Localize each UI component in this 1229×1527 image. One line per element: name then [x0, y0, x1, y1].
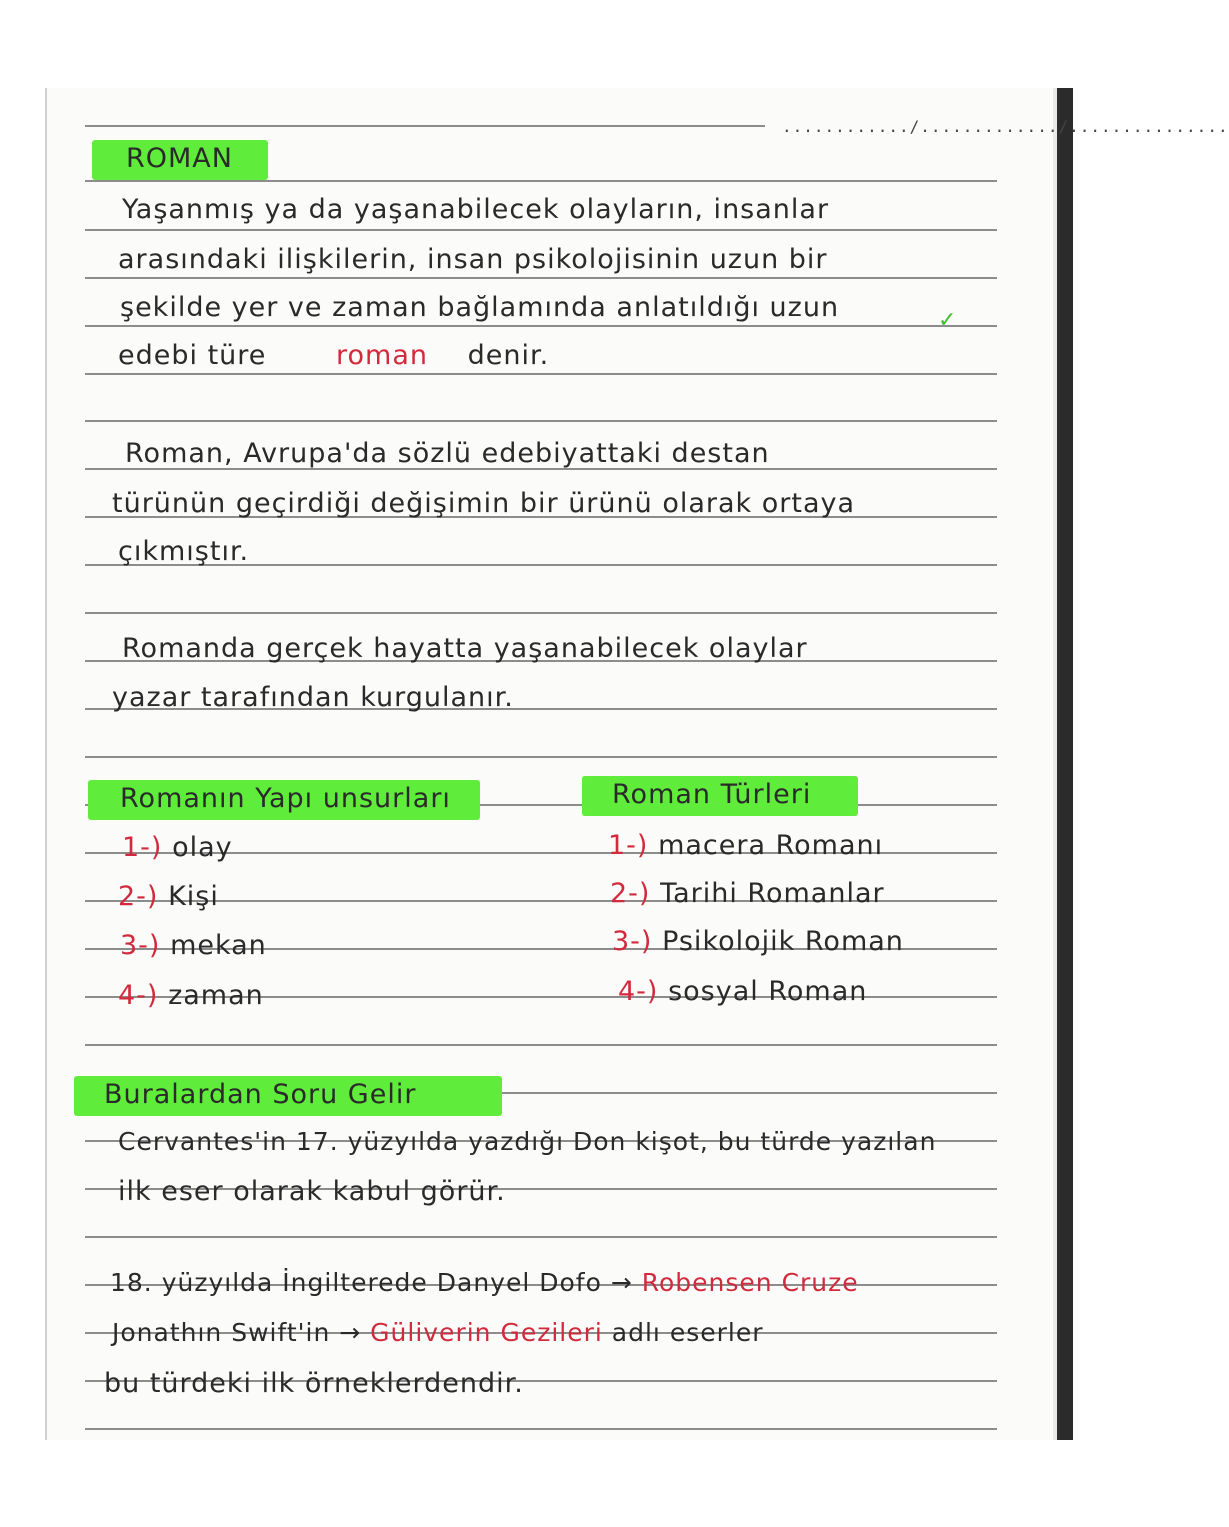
text-line: edebi türe roman denir.	[118, 340, 550, 371]
ruled-line	[85, 325, 997, 327]
book-title-robinson: Robensen Cruze	[641, 1268, 859, 1297]
ruled-line	[85, 180, 997, 182]
text-line: arasındaki ilişkilerin, insan psikolojisinin uzun bir	[118, 244, 828, 275]
notebook-spine	[1057, 88, 1073, 1440]
ruled-line	[85, 1236, 997, 1238]
ruled-line	[85, 373, 997, 375]
ruled-line	[85, 229, 997, 231]
ruled-line	[85, 1044, 997, 1046]
list-item: 1-) olay	[122, 832, 233, 863]
list-item: 3-) mekan	[120, 930, 267, 961]
text-line: Romanda gerçek hayatta yaşanabilecek olaylar	[122, 633, 808, 664]
section-title-roman: ROMAN	[126, 143, 233, 174]
text-line: türünün geçirdiği değişimin bir ürünü olarak ortaya	[112, 488, 856, 519]
text-line: Roman, Avrupa'da sözlü edebiyattaki destan	[125, 438, 770, 469]
check-mark-icon: ✓	[938, 308, 957, 333]
ruled-line	[85, 125, 765, 127]
text-line: yazar tarafından kurgulanır.	[112, 682, 514, 713]
ruled-line	[85, 420, 997, 422]
list-item: 1-) macera Romanı	[608, 830, 884, 861]
section-title-types: Roman Türleri	[612, 779, 812, 810]
text-line: şekilde yer ve zaman bağlamında anlatıldığı uzun	[120, 292, 840, 323]
section-title-structure: Romanın Yapı unsurları	[120, 783, 451, 814]
text-line: çıkmıştır.	[118, 536, 250, 567]
book-title-gulliver: Güliverin Gezileri	[370, 1318, 603, 1347]
section-title-question: Buralardan Soru Gelir	[104, 1079, 417, 1110]
keyword-roman: roman	[336, 340, 428, 371]
list-item: 4-) sosyal Roman	[618, 976, 868, 1007]
text-line: Jonathın Swift'in → Güliverin Gezileri adlı eserler	[112, 1318, 764, 1347]
text-line: bu türdeki ilk örneklerdendir.	[104, 1368, 524, 1399]
text-line: ilk eser olarak kabul görür.	[118, 1176, 506, 1207]
list-item: 2-) Tarihi Romanlar	[610, 878, 885, 909]
list-item: 3-) Psikolojik Roman	[612, 926, 904, 957]
text-line: Cervantes'in 17. yüzyılda yazdığı Don kişot, bu türde yazılan	[118, 1127, 937, 1156]
text-line: Yaşanmış ya da yaşanabilecek olayların, insanlar	[122, 194, 830, 225]
ruled-line	[85, 277, 997, 279]
ruled-line	[85, 1428, 997, 1430]
list-item: 4-) zaman	[118, 980, 264, 1011]
ruled-line	[85, 756, 997, 758]
text-line: 18. yüzyılda İngilterede Danyel Dofo → Robensen Cruze	[110, 1268, 859, 1297]
list-item: 2-) Kişi	[118, 881, 219, 912]
date-field: ............/............./...............	[782, 117, 1229, 136]
ruled-line	[85, 612, 997, 614]
